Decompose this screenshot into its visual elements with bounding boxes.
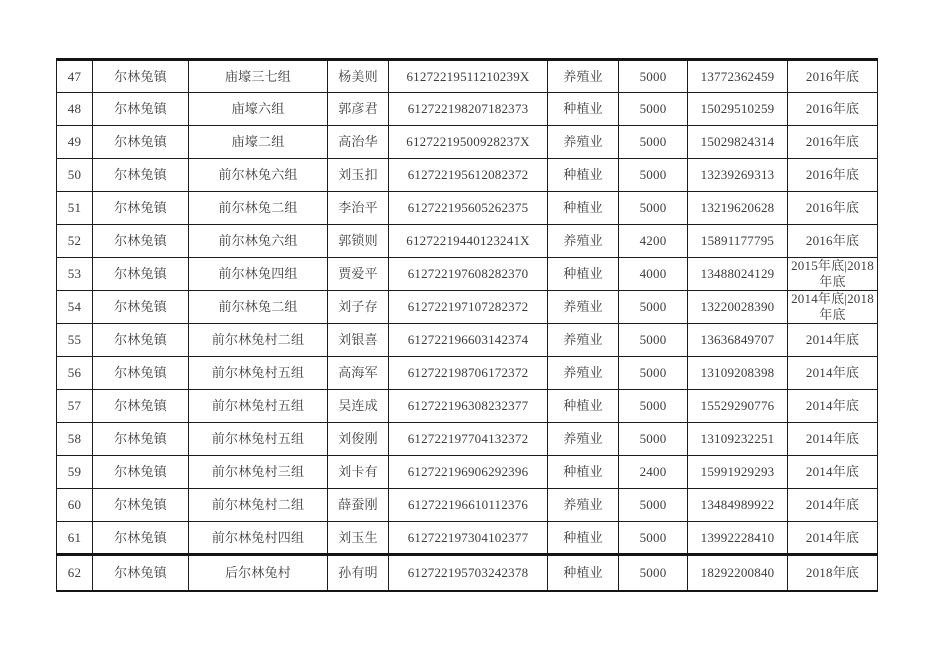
cell-amount: 5000 bbox=[619, 126, 688, 159]
table-body bbox=[57, 60, 878, 591]
cell-id-number: 612722197704132372 bbox=[389, 423, 548, 456]
cell-deadline: 2014年底 bbox=[788, 390, 878, 423]
table-row bbox=[57, 192, 878, 225]
cell-phone: 13219620628 bbox=[688, 192, 788, 225]
cell-deadline: 2016年底 bbox=[788, 159, 878, 192]
cell-phone: 15891177795 bbox=[688, 225, 788, 258]
cell-deadline: 2014年底 bbox=[788, 456, 878, 489]
cell-id-number: 61272219440123241X bbox=[389, 225, 548, 258]
cell-village-group: 前尔林兔村二组 bbox=[189, 489, 328, 522]
cell-village-group: 前尔林兔村五组 bbox=[189, 390, 328, 423]
cell-industry: 种植业 bbox=[548, 390, 619, 423]
cell-town: 尔林兔镇 bbox=[93, 522, 189, 555]
cell-deadline: 2016年底 bbox=[788, 60, 878, 93]
cell-phone: 13109232251 bbox=[688, 423, 788, 456]
cell-id-number: 612722198207182373 bbox=[389, 93, 548, 126]
cell-town: 尔林兔镇 bbox=[93, 225, 189, 258]
cell-town: 尔林兔镇 bbox=[93, 489, 189, 522]
cell-town: 尔林兔镇 bbox=[93, 258, 189, 291]
table-row bbox=[57, 489, 878, 522]
cell-person-name: 贾爱平 bbox=[328, 258, 389, 291]
cell-village-group: 前尔林兔二组 bbox=[189, 192, 328, 225]
cell-person-name: 吴连成 bbox=[328, 390, 389, 423]
cell-town: 尔林兔镇 bbox=[93, 192, 189, 225]
table-row bbox=[57, 423, 878, 456]
cell-town: 尔林兔镇 bbox=[93, 390, 189, 423]
cell-row-number: 48 bbox=[57, 93, 93, 126]
cell-amount: 5000 bbox=[619, 93, 688, 126]
cell-row-number: 47 bbox=[57, 60, 93, 93]
cell-industry: 养殖业 bbox=[548, 60, 619, 93]
cell-row-number: 53 bbox=[57, 258, 93, 291]
cell-village-group: 前尔林兔二组 bbox=[189, 291, 328, 324]
cell-deadline: 2015年底|2018年底 bbox=[788, 258, 878, 291]
cell-person-name: 刘玉扣 bbox=[328, 159, 389, 192]
cell-amount: 5000 bbox=[619, 522, 688, 555]
cell-town: 尔林兔镇 bbox=[93, 93, 189, 126]
cell-village-group: 庙壕三七组 bbox=[189, 60, 328, 93]
cell-id-number: 612722197304102377 bbox=[389, 522, 548, 555]
cell-village-group: 庙壕二组 bbox=[189, 126, 328, 159]
cell-industry: 养殖业 bbox=[548, 357, 619, 390]
cell-phone: 15029510259 bbox=[688, 93, 788, 126]
cell-row-number: 54 bbox=[57, 291, 93, 324]
cell-phone: 13772362459 bbox=[688, 60, 788, 93]
cell-industry: 养殖业 bbox=[548, 324, 619, 357]
cell-village-group: 前尔林兔六组 bbox=[189, 159, 328, 192]
cell-village-group: 后尔林兔村 bbox=[189, 555, 328, 591]
cell-town: 尔林兔镇 bbox=[93, 126, 189, 159]
table-row bbox=[57, 93, 878, 126]
cell-row-number: 49 bbox=[57, 126, 93, 159]
cell-industry: 种植业 bbox=[548, 159, 619, 192]
cell-town: 尔林兔镇 bbox=[93, 555, 189, 591]
cell-person-name: 郭彦君 bbox=[328, 93, 389, 126]
cell-amount: 5000 bbox=[619, 357, 688, 390]
cell-row-number: 58 bbox=[57, 423, 93, 456]
cell-person-name: 刘银喜 bbox=[328, 324, 389, 357]
cell-phone: 13488024129 bbox=[688, 258, 788, 291]
cell-industry: 种植业 bbox=[548, 93, 619, 126]
cell-town: 尔林兔镇 bbox=[93, 159, 189, 192]
cell-id-number: 612722196603142374 bbox=[389, 324, 548, 357]
cell-amount: 2400 bbox=[619, 456, 688, 489]
cell-town: 尔林兔镇 bbox=[93, 456, 189, 489]
cell-id-number: 612722195605262375 bbox=[389, 192, 548, 225]
cell-industry: 种植业 bbox=[548, 258, 619, 291]
cell-row-number: 50 bbox=[57, 159, 93, 192]
cell-id-number: 61272219511210239X bbox=[389, 60, 548, 93]
cell-phone: 13239269313 bbox=[688, 159, 788, 192]
cell-person-name: 薛蚕刚 bbox=[328, 489, 389, 522]
cell-industry: 养殖业 bbox=[548, 291, 619, 324]
cell-industry: 种植业 bbox=[548, 555, 619, 591]
cell-phone: 13636849707 bbox=[688, 324, 788, 357]
table-row bbox=[57, 357, 878, 390]
cell-person-name: 刘子存 bbox=[328, 291, 389, 324]
cell-village-group: 前尔林兔村五组 bbox=[189, 357, 328, 390]
cell-village-group: 前尔林兔村二组 bbox=[189, 324, 328, 357]
cell-person-name: 孙有明 bbox=[328, 555, 389, 591]
table-row bbox=[57, 159, 878, 192]
cell-deadline: 2018年底 bbox=[788, 555, 878, 591]
cell-row-number: 57 bbox=[57, 390, 93, 423]
cell-phone: 15991929293 bbox=[688, 456, 788, 489]
cell-row-number: 55 bbox=[57, 324, 93, 357]
cell-id-number: 612722196906292396 bbox=[389, 456, 548, 489]
cell-person-name: 刘卡有 bbox=[328, 456, 389, 489]
cell-deadline: 2016年底 bbox=[788, 93, 878, 126]
cell-deadline: 2016年底 bbox=[788, 126, 878, 159]
cell-village-group: 前尔林兔村五组 bbox=[189, 423, 328, 456]
cell-village-group: 前尔林兔村四组 bbox=[189, 522, 328, 555]
cell-amount: 4200 bbox=[619, 225, 688, 258]
cell-town: 尔林兔镇 bbox=[93, 291, 189, 324]
cell-person-name: 李治平 bbox=[328, 192, 389, 225]
cell-deadline: 2014年底|2018年底 bbox=[788, 291, 878, 324]
cell-deadline: 2014年底 bbox=[788, 522, 878, 555]
cell-industry: 种植业 bbox=[548, 456, 619, 489]
cell-village-group: 庙壕六组 bbox=[189, 93, 328, 126]
cell-id-number: 612722198706172372 bbox=[389, 357, 548, 390]
cell-village-group: 前尔林兔六组 bbox=[189, 225, 328, 258]
cell-phone: 13109208398 bbox=[688, 357, 788, 390]
cell-id-number: 612722197107282372 bbox=[389, 291, 548, 324]
cell-row-number: 52 bbox=[57, 225, 93, 258]
cell-row-number: 59 bbox=[57, 456, 93, 489]
cell-amount: 4000 bbox=[619, 258, 688, 291]
cell-amount: 5000 bbox=[619, 60, 688, 93]
table-row bbox=[57, 456, 878, 489]
cell-phone: 13992228410 bbox=[688, 522, 788, 555]
cell-deadline: 2016年底 bbox=[788, 192, 878, 225]
subsidy-table bbox=[56, 58, 878, 592]
table-row bbox=[57, 225, 878, 258]
cell-id-number: 612722195612082372 bbox=[389, 159, 548, 192]
table-row bbox=[57, 555, 878, 591]
cell-row-number: 62 bbox=[57, 555, 93, 591]
cell-row-number: 51 bbox=[57, 192, 93, 225]
cell-row-number: 61 bbox=[57, 522, 93, 555]
cell-deadline: 2014年底 bbox=[788, 324, 878, 357]
cell-amount: 5000 bbox=[619, 423, 688, 456]
cell-deadline: 2014年底 bbox=[788, 423, 878, 456]
cell-row-number: 60 bbox=[57, 489, 93, 522]
table-row bbox=[57, 291, 878, 324]
cell-person-name: 刘俊刚 bbox=[328, 423, 389, 456]
cell-phone: 13220028390 bbox=[688, 291, 788, 324]
cell-phone: 18292200840 bbox=[688, 555, 788, 591]
table-row bbox=[57, 522, 878, 555]
cell-id-number: 61272219500928237X bbox=[389, 126, 548, 159]
cell-amount: 5000 bbox=[619, 159, 688, 192]
table-row bbox=[57, 390, 878, 423]
cell-phone: 15029824314 bbox=[688, 126, 788, 159]
cell-row-number: 56 bbox=[57, 357, 93, 390]
table-row bbox=[57, 324, 878, 357]
cell-id-number: 612722195703242378 bbox=[389, 555, 548, 591]
cell-id-number: 612722196610112376 bbox=[389, 489, 548, 522]
cell-amount: 5000 bbox=[619, 324, 688, 357]
cell-deadline: 2014年底 bbox=[788, 489, 878, 522]
cell-person-name: 高海军 bbox=[328, 357, 389, 390]
table-row bbox=[57, 60, 878, 93]
table-row bbox=[57, 258, 878, 291]
cell-person-name: 高治华 bbox=[328, 126, 389, 159]
cell-deadline: 2014年底 bbox=[788, 357, 878, 390]
cell-person-name: 杨美则 bbox=[328, 60, 389, 93]
cell-industry: 养殖业 bbox=[548, 489, 619, 522]
cell-amount: 5000 bbox=[619, 291, 688, 324]
cell-phone: 15529290776 bbox=[688, 390, 788, 423]
cell-town: 尔林兔镇 bbox=[93, 60, 189, 93]
cell-village-group: 前尔林兔四组 bbox=[189, 258, 328, 291]
cell-industry: 养殖业 bbox=[548, 423, 619, 456]
cell-industry: 养殖业 bbox=[548, 126, 619, 159]
cell-phone: 13484989922 bbox=[688, 489, 788, 522]
cell-town: 尔林兔镇 bbox=[93, 423, 189, 456]
cell-town: 尔林兔镇 bbox=[93, 324, 189, 357]
cell-village-group: 前尔林兔村三组 bbox=[189, 456, 328, 489]
cell-amount: 5000 bbox=[619, 192, 688, 225]
table-row bbox=[57, 126, 878, 159]
cell-amount: 5000 bbox=[619, 555, 688, 591]
cell-id-number: 612722197608282370 bbox=[389, 258, 548, 291]
cell-industry: 养殖业 bbox=[548, 225, 619, 258]
cell-amount: 5000 bbox=[619, 390, 688, 423]
cell-industry: 种植业 bbox=[548, 192, 619, 225]
cell-town: 尔林兔镇 bbox=[93, 357, 189, 390]
cell-industry: 种植业 bbox=[548, 522, 619, 555]
cell-deadline: 2016年底 bbox=[788, 225, 878, 258]
cell-person-name: 郭锁则 bbox=[328, 225, 389, 258]
cell-person-name: 刘玉生 bbox=[328, 522, 389, 555]
cell-amount: 5000 bbox=[619, 489, 688, 522]
cell-id-number: 612722196308232377 bbox=[389, 390, 548, 423]
